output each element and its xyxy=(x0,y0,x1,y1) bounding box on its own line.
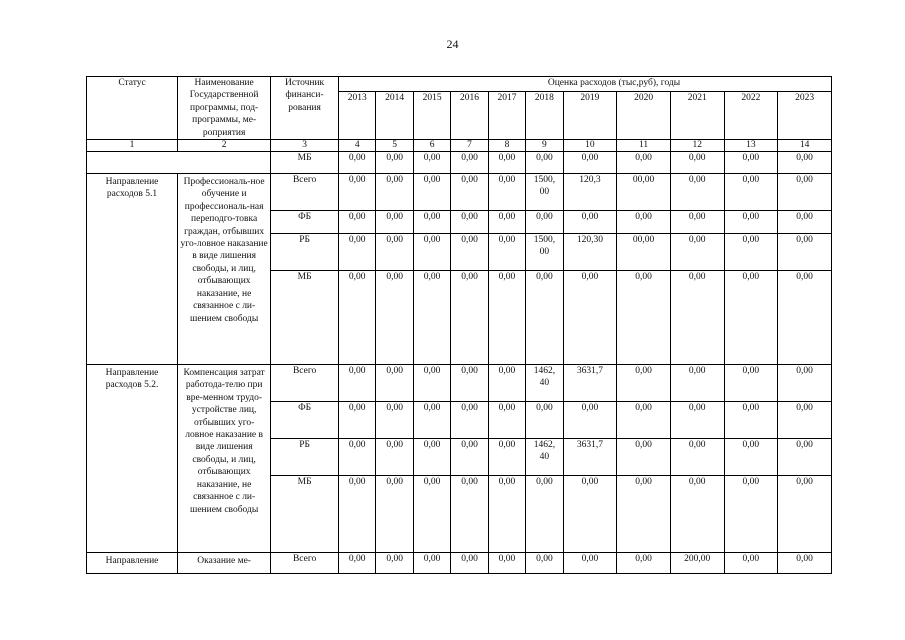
year-header: 2022 xyxy=(724,91,778,139)
value-cell: 0,00 xyxy=(563,476,617,553)
value-cell: 0,00 xyxy=(488,211,525,234)
value-cell: 0,00 xyxy=(338,402,375,439)
value-cell: 0,00 xyxy=(488,553,525,574)
value-cell: 0,00 xyxy=(376,402,413,439)
value-cell: 0,00 xyxy=(413,402,450,439)
value-cell: 0,00 xyxy=(526,476,563,553)
value-cell: 00,00 xyxy=(617,234,671,271)
source-cell: Всего xyxy=(271,553,339,574)
column-number: 14 xyxy=(778,140,832,152)
value-cell: 0,00 xyxy=(670,271,724,365)
value-cell: 0,00 xyxy=(451,174,488,211)
value-cell: 0,00 xyxy=(488,439,525,476)
value-cell: 0,00 xyxy=(670,476,724,553)
source-cell: ФБ xyxy=(271,402,339,439)
value-cell: 0,00 xyxy=(778,271,832,365)
column-number: 4 xyxy=(338,140,375,152)
source-cell: РБ xyxy=(271,439,339,476)
value-cell: 0,00 xyxy=(451,476,488,553)
value-cell: 0,00 xyxy=(617,271,671,365)
value-cell: 0,00 xyxy=(778,553,832,574)
status-cell: Направление расходов 5.2. xyxy=(87,365,178,553)
table-row xyxy=(87,174,832,211)
value-cell: 0,00 xyxy=(338,439,375,476)
value-cell: 0,00 xyxy=(376,553,413,574)
value-cell: 1500, 00 xyxy=(526,174,563,211)
value-cell: 0,00 xyxy=(338,211,375,234)
header-row xyxy=(87,77,832,92)
value-cell: 0,00 xyxy=(338,271,375,365)
value-cell: 0,00 xyxy=(670,234,724,271)
value-cell: 0,00 xyxy=(724,271,778,365)
value-cell: 0,00 xyxy=(338,234,375,271)
column-number: 9 xyxy=(526,140,563,152)
carry-row xyxy=(87,152,832,174)
value-cell: 0,00 xyxy=(488,402,525,439)
value-cell: 0,00 xyxy=(563,271,617,365)
value-cell: 0,00 xyxy=(451,211,488,234)
value-cell: 0,00 xyxy=(670,365,724,402)
value-cell: 0,00 xyxy=(488,234,525,271)
value-cell: 0,00 xyxy=(376,271,413,365)
value-cell: 0,00 xyxy=(413,553,450,574)
value-cell: 0,00 xyxy=(488,152,525,174)
value-cell: 0,00 xyxy=(451,553,488,574)
status-cell: Направление расходов 5.1 xyxy=(87,174,178,365)
value-cell: 0,00 xyxy=(451,365,488,402)
value-cell: 0,00 xyxy=(670,152,724,174)
value-cell: 0,00 xyxy=(617,476,671,553)
value-cell: 0,00 xyxy=(488,271,525,365)
header-status: Статус xyxy=(87,77,178,140)
value-cell: 0,00 xyxy=(724,234,778,271)
header-program-name: Наименование Государственной программы, под-программы, ме-роприятия xyxy=(178,77,271,140)
value-cell: 0,00 xyxy=(413,439,450,476)
value-cell: 0,00 xyxy=(670,402,724,439)
value-cell: 0,00 xyxy=(488,365,525,402)
year-header: 2014 xyxy=(376,91,413,139)
value-cell: 1500, 00 xyxy=(526,234,563,271)
value-cell: 0,00 xyxy=(488,174,525,211)
value-cell: 0,00 xyxy=(451,234,488,271)
value-cell: 0,00 xyxy=(778,234,832,271)
value-cell: 0,00 xyxy=(338,553,375,574)
header-source: Источник финанси-рования xyxy=(271,77,339,140)
program-name-cell: Профессиональ-ное обучение и профессиональ-ная переподго-товка граждан, отбывших уго-ловное наказание в виде лишения свободы, и лиц, отбывающих наказание, не связанное с ли-шением свободы xyxy=(178,174,271,365)
header-estimate: Оценка расходов (тыс,руб), годы xyxy=(338,77,831,92)
value-cell: 0,00 xyxy=(376,211,413,234)
value-cell: 3631,7 xyxy=(563,365,617,402)
value-cell: 0,00 xyxy=(526,211,563,234)
value-cell: 0,00 xyxy=(413,174,450,211)
source-cell: МБ xyxy=(271,271,339,365)
value-cell: 0,00 xyxy=(724,365,778,402)
value-cell: 0,00 xyxy=(724,152,778,174)
year-header: 2016 xyxy=(451,91,488,139)
value-cell: 0,00 xyxy=(617,365,671,402)
year-header: 2021 xyxy=(670,91,724,139)
value-cell: 0,00 xyxy=(338,476,375,553)
value-cell: 0,00 xyxy=(778,152,832,174)
value-cell: 0,00 xyxy=(526,152,563,174)
value-cell: 0,00 xyxy=(617,402,671,439)
year-header: 2015 xyxy=(413,91,450,139)
year-header: 2018 xyxy=(526,91,563,139)
value-cell: 0,00 xyxy=(413,211,450,234)
value-cell: 0,00 xyxy=(488,476,525,553)
year-header: 2019 xyxy=(563,91,617,139)
source-cell: МБ xyxy=(271,476,339,553)
value-cell: 0,00 xyxy=(778,211,832,234)
value-cell: 0,00 xyxy=(338,365,375,402)
column-number: 6 xyxy=(413,140,450,152)
value-cell: 0,00 xyxy=(563,553,617,574)
value-cell: 0,00 xyxy=(451,152,488,174)
year-header: 2017 xyxy=(488,91,525,139)
value-cell: 0,00 xyxy=(778,439,832,476)
value-cell: 0,00 xyxy=(451,439,488,476)
column-number: 10 xyxy=(563,140,617,152)
value-cell: 120,30 xyxy=(563,234,617,271)
value-cell: 0,00 xyxy=(376,234,413,271)
column-number: 1 xyxy=(87,140,178,152)
value-cell: 0,00 xyxy=(413,365,450,402)
value-cell: 0,00 xyxy=(526,271,563,365)
value-cell: 0,00 xyxy=(563,211,617,234)
value-cell: 1462, 40 xyxy=(526,365,563,402)
value-cell: 120,3 xyxy=(563,174,617,211)
value-cell: 0,00 xyxy=(778,174,832,211)
source-cell: Всего xyxy=(271,174,339,211)
value-cell: 0,00 xyxy=(778,402,832,439)
column-number: 2 xyxy=(178,140,271,152)
value-cell: 0,00 xyxy=(617,211,671,234)
value-cell: 0,00 xyxy=(376,365,413,402)
program-name-cell: Оказание ме- xyxy=(178,553,271,574)
value-cell: 0,00 xyxy=(563,402,617,439)
table-row xyxy=(87,365,832,402)
value-cell: 0,00 xyxy=(526,402,563,439)
column-number: 13 xyxy=(724,140,778,152)
status-cell: Направление xyxy=(87,553,178,574)
carry-status xyxy=(87,152,271,174)
table-row xyxy=(87,553,832,574)
column-number: 5 xyxy=(376,140,413,152)
value-cell: 0,00 xyxy=(338,174,375,211)
column-number: 11 xyxy=(617,140,671,152)
value-cell: 0,00 xyxy=(670,439,724,476)
source-cell: Всего xyxy=(271,365,339,402)
value-cell: 0,00 xyxy=(376,439,413,476)
value-cell: 00,00 xyxy=(617,174,671,211)
value-cell: 0,00 xyxy=(376,152,413,174)
value-cell: 0,00 xyxy=(778,365,832,402)
value-cell: 1462, 40 xyxy=(526,439,563,476)
source-cell: МБ xyxy=(271,152,339,174)
value-cell: 0,00 xyxy=(413,476,450,553)
value-cell: 0,00 xyxy=(724,439,778,476)
budget-table xyxy=(86,76,832,574)
value-cell: 200,00 xyxy=(670,553,724,574)
value-cell: 0,00 xyxy=(724,553,778,574)
value-cell: 0,00 xyxy=(670,174,724,211)
value-cell: 0,00 xyxy=(526,553,563,574)
value-cell: 0,00 xyxy=(724,402,778,439)
value-cell: 0,00 xyxy=(617,439,671,476)
value-cell: 0,00 xyxy=(413,271,450,365)
value-cell: 0,00 xyxy=(617,152,671,174)
column-number-row xyxy=(87,140,832,152)
column-number: 3 xyxy=(271,140,339,152)
column-number: 12 xyxy=(670,140,724,152)
column-number: 7 xyxy=(451,140,488,152)
value-cell: 0,00 xyxy=(617,553,671,574)
value-cell: 0,00 xyxy=(451,271,488,365)
value-cell: 0,00 xyxy=(413,234,450,271)
year-header: 2020 xyxy=(617,91,671,139)
value-cell: 0,00 xyxy=(724,476,778,553)
value-cell: 3631,7 xyxy=(563,439,617,476)
value-cell: 0,00 xyxy=(451,402,488,439)
year-header: 2013 xyxy=(338,91,375,139)
value-cell: 0,00 xyxy=(778,476,832,553)
program-name-cell: Компенсация затрат работода-телю при вре-менном трудо-устройстве лиц, отбывших уго-ловное наказание в виде лишения свободы, и лиц, отбывающих наказание, не связанное с ли-шением свободы xyxy=(178,365,271,553)
year-header: 2023 xyxy=(778,91,832,139)
value-cell: 0,00 xyxy=(670,211,724,234)
value-cell: 0,00 xyxy=(724,174,778,211)
value-cell: 0,00 xyxy=(376,174,413,211)
page-number: 24 xyxy=(446,37,459,51)
value-cell: 0,00 xyxy=(724,211,778,234)
source-cell: РБ xyxy=(271,234,339,271)
value-cell: 0,00 xyxy=(376,476,413,553)
value-cell: 0,00 xyxy=(563,152,617,174)
source-cell: ФБ xyxy=(271,211,339,234)
value-cell: 0,00 xyxy=(338,152,375,174)
column-number: 8 xyxy=(488,140,525,152)
value-cell: 0,00 xyxy=(413,152,450,174)
